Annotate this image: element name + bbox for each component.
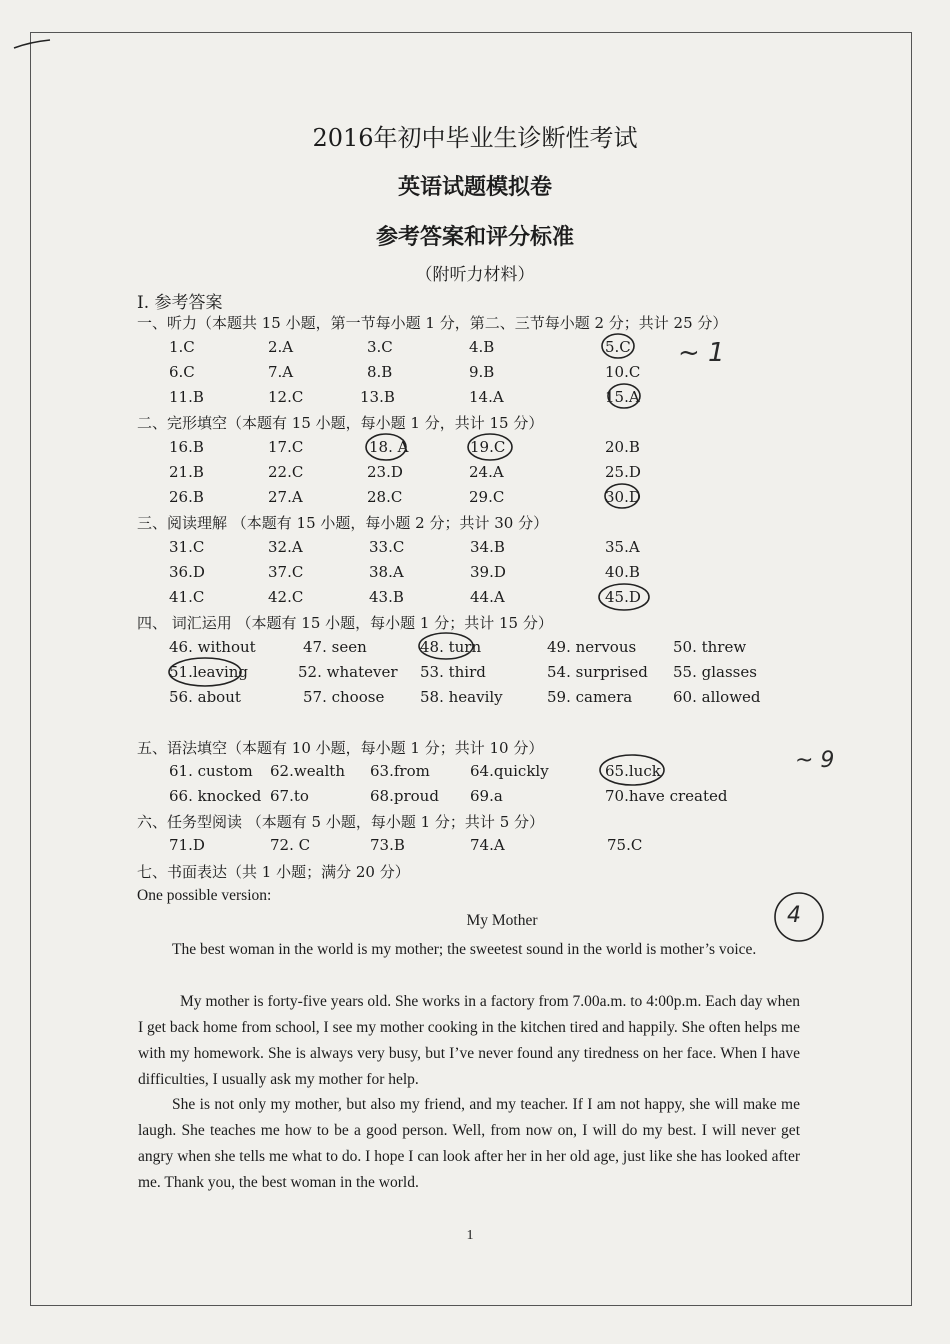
answer-item: 69.a (470, 787, 503, 805)
section-label: 四、 词汇运用 （本题有 15 小题，每小题 1 分；共计 15 分） (137, 614, 553, 632)
answer-item: 1.C (169, 338, 195, 356)
answer-item: 13.B (360, 388, 395, 406)
answer-item: 41.C (169, 588, 205, 606)
exam-title: 2016年初中毕业生诊断性考试 (312, 124, 638, 152)
answer-item: 14.A (469, 388, 504, 406)
answer-item: 75.C (607, 836, 643, 854)
page-number: 1 (466, 1228, 474, 1243)
answer-item: 44.A (470, 588, 505, 606)
circle-mark (605, 484, 639, 508)
answer-item: 62.wealth (270, 762, 345, 780)
answer-item: 39.D (470, 563, 506, 581)
handwritten-mark: 4 (787, 903, 801, 928)
circle-mark (599, 584, 649, 610)
section-label: 二、完形填空（本题有 15 小题，每小题 1 分，共计 15 分） (137, 414, 544, 432)
answer-item: 55. glasses (673, 663, 757, 681)
answer-item: 11.B (169, 388, 204, 406)
answer-item: 67.to (270, 787, 309, 805)
answer-item: 71.D (169, 836, 205, 854)
section-label: 六、任务型阅读 （本题有 5 小题，每小题 1 分；共计 5 分） (137, 813, 545, 831)
answer-item: 27.A (268, 488, 303, 506)
answer-item: 24.A (469, 463, 504, 481)
answer-item: 58. heavily (420, 688, 503, 706)
answer-item: 63.from (370, 762, 430, 780)
answer-item: 16.B (169, 438, 204, 456)
answer-item: 25.D (605, 463, 641, 481)
answer-item: 53. third (420, 663, 486, 681)
answer-item: 29.C (469, 488, 505, 506)
answer-item: 43.B (369, 588, 404, 606)
answer-item: 33.C (369, 538, 405, 556)
circle-mark (169, 658, 241, 686)
circle-mark (602, 334, 634, 358)
answer-item: 32.A (268, 538, 303, 556)
essay-paragraph: She is not only my mother, but also my friend, and my teacher. If I am not happy, she will make me laugh. She teaches me how to be a good person. Well, from now on, I will do my best. I will never get angry when she tells me what to do. I hope I can look after her in her old age, just like she has looked after me. Thank you, the best woman in the world. (138, 1096, 800, 1191)
answer-item: 26.B (169, 488, 204, 506)
heading-note: （附听力材料） (415, 265, 535, 285)
answer-item: 21.B (169, 463, 204, 481)
section-label: 七、书面表达（共 1 小题；满分 20 分） (137, 863, 410, 881)
essay-intro: One possible version: (137, 887, 272, 904)
answer-item: 30.D (605, 488, 641, 506)
answer-item: 65.luck (605, 762, 661, 780)
circle-mark (419, 633, 473, 659)
answer-item: 45.D (605, 588, 641, 606)
essay-paragraph: The best woman in the world is my mother; the sweetest sound in the world is mother’s voice. (172, 941, 757, 958)
answer-item: 49. nervous (547, 638, 637, 656)
answer-item: 50. threw (673, 638, 747, 656)
answer-item: 59. camera (547, 688, 633, 706)
handwritten-mark: ~ 9 (795, 748, 835, 773)
corner-scribble (14, 40, 50, 48)
answer-item: 9.B (469, 363, 495, 381)
answer-item: 52. whatever (298, 663, 398, 681)
answer-item: 51.leaving (169, 663, 249, 681)
answer-item: 8.B (367, 363, 393, 381)
answer-item: 47. seen (303, 638, 367, 656)
answer-item: 12.C (268, 388, 304, 406)
answer-item: 66. knocked (169, 787, 262, 805)
answer-item: 35.A (605, 538, 640, 556)
section-label: 一、听力（本题共 15 小题，第一节每小题 1 分，第二、三节每小题 2 分；共计 25 分） (137, 314, 728, 332)
answer-item: 18. A (369, 438, 409, 456)
answer-item: 72. C (270, 836, 311, 854)
circle-mark (600, 755, 664, 785)
circle-mark (775, 893, 823, 941)
handwritten-mark: ~ 1 (678, 338, 725, 368)
circle-mark (468, 434, 512, 460)
answer-item: 3.C (367, 338, 393, 356)
answer-item: 20.B (605, 438, 640, 456)
answer-item: 34.B (470, 538, 505, 556)
answer-item: 56. about (169, 688, 241, 706)
answer-item: 38.A (369, 563, 404, 581)
answer-item: 37.C (268, 563, 304, 581)
section-label: 五、语法填空（本题有 10 小题，每小题 1 分；共计 10 分） (137, 739, 544, 757)
answer-item: 22.C (268, 463, 304, 481)
answer-item: 28.C (367, 488, 403, 506)
answer-item: 15.A (605, 388, 640, 406)
answer-item: 46. without (169, 638, 256, 656)
answer-item: 57. choose (303, 688, 385, 706)
answer-item: 60. allowed (673, 688, 761, 706)
answer-item: 17.C (268, 438, 304, 456)
exam-subtitle: 英语试题模拟卷 (397, 174, 552, 200)
answer-item: 2.A (268, 338, 294, 356)
section-label: 三、阅读理解 （本题有 15 小题，每小题 2 分；共计 30 分） (137, 514, 549, 532)
answer-item: 61. custom (169, 762, 253, 780)
answer-item: 42.C (268, 588, 304, 606)
answer-item: 5.C (605, 338, 631, 356)
answer-item: 6.C (169, 363, 195, 381)
answer-item: 48. turn (420, 638, 482, 656)
answer-item: 64.quickly (470, 762, 549, 780)
circle-mark (608, 384, 640, 408)
answer-item: 4.B (469, 338, 495, 356)
answer-item: 36.D (169, 563, 205, 581)
essay-paragraph: My mother is forty-five years old. She works in a factory from 7.00a.m. to 4:00p.m. Each day when I get back home from school, I see my mother cooking in the kitchen tired and happily. She often helps me with my homework. She is always very busy, but I’ve never found any tiredness on her face. When I have difficulties, I usually ask my mother for help. (138, 993, 800, 1088)
answer-item: 73.B (370, 836, 405, 854)
part-i-label: I. 参考答案 (137, 293, 223, 313)
answer-item: 7.A (268, 363, 294, 381)
answer-item: 23.D (367, 463, 403, 481)
answer-item: 68.proud (370, 787, 439, 805)
essay-title: My Mother (466, 912, 538, 929)
answer-item: 70.have created (605, 787, 728, 805)
answer-heading: 参考答案和评分标准 (375, 224, 574, 250)
answer-item: 54. surprised (547, 663, 648, 681)
answer-item: 31.C (169, 538, 205, 556)
answer-item: 74.A (470, 836, 505, 854)
answer-item: 40.B (605, 563, 640, 581)
answer-item: 19.C (470, 438, 506, 456)
answer-item: 10.C (605, 363, 641, 381)
circle-mark (366, 434, 409, 460)
